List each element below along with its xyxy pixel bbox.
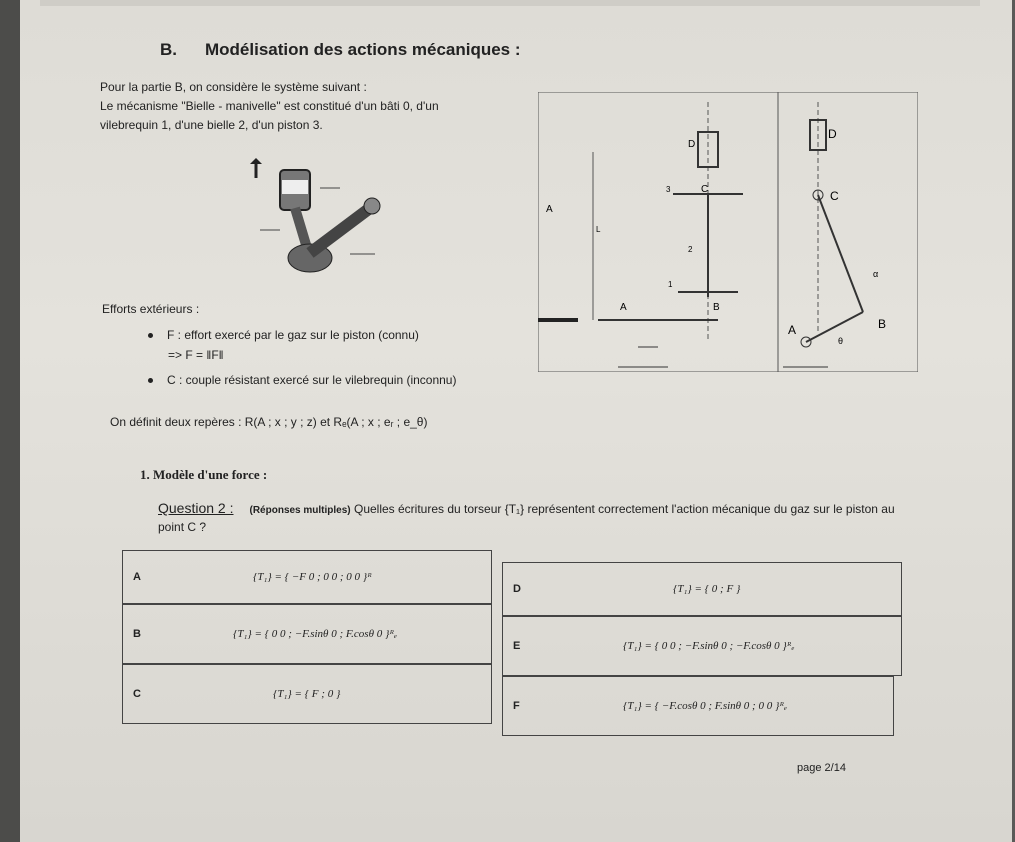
mechanism-diagram [538,92,918,372]
section-title: B. Modélisation des actions mécaniques : [160,40,521,59]
svg-text:C: C [830,189,839,203]
svg-text:2: 2 [688,245,693,254]
svg-text:B: B [878,317,887,331]
svg-text:D: D [688,139,696,150]
svg-text:3: 3 [666,185,671,194]
answer-E[interactable]: E {T₁} = { 0 0 ; −F.sinθ 0 ; −F.cosθ 0 }ᴿₑ [502,616,902,676]
effort-item-force-norm: => F = ‖F‖ [168,348,224,362]
answer-C[interactable]: C {T₁} = { F ; 0 } [122,664,492,724]
page-number: page 2/14 [797,762,846,774]
svg-text:L: L [596,225,601,234]
svg-text:α: α [873,269,879,279]
answer-D[interactable]: D {T₁} = { 0 ; F } [502,562,902,616]
svg-text:D: D [828,127,837,141]
svg-text:B: B [713,302,720,313]
svg-text:A: A [546,204,553,215]
svg-text:C: C [701,184,709,195]
question-block: Question 2 : (Réponses multiples) Quelles écritures du torseur {T₁} représentent correctement l'action mécanique du gaz sur le piston au point C ? [158,500,895,534]
answer-B[interactable]: B {T₁} = { 0 0 ; −F.sinθ 0 ; F.cosθ 0 }ᴿₑ [122,604,492,664]
page-top-band [40,0,980,6]
intro-paragraph: Pour la partie B, on considère le système suivant : Le mécanisme "Bielle - manivelle" est constitué d'un bâti 0, d'un vilebrequin 1, d'une bielle 2, d'un piston 3. [100,80,439,132]
answer-A[interactable]: A {T₁} = { −F 0 ; 0 0 ; 0 0 }ᴿ [122,550,492,604]
crank-illustration [240,158,390,283]
svg-text:A: A [620,302,627,313]
background-edge [0,0,20,842]
effort-item-couple: C : couple résistant exercé sur le vilebrequin (inconnu) [148,373,456,387]
svg-text:θ: θ [838,336,844,346]
efforts-heading: Efforts extérieurs : [102,302,200,316]
svg-text:1: 1 [668,280,673,289]
effort-item-force: F : effort exercé par le gaz sur le piston (connu) [148,328,419,342]
subsection-title: 1. Modèle d'une force : [140,467,268,482]
reperes-definition: On définit deux repères : R(A ; x ; y ; z) et Rₑ(A ; x ; eᵣ ; e_θ) [110,415,428,429]
answer-F[interactable]: F {T₁} = { −F.cosθ 0 ; F.sinθ 0 ; 0 0 }ᴿₑ [502,676,894,736]
svg-text:A: A [788,323,797,337]
